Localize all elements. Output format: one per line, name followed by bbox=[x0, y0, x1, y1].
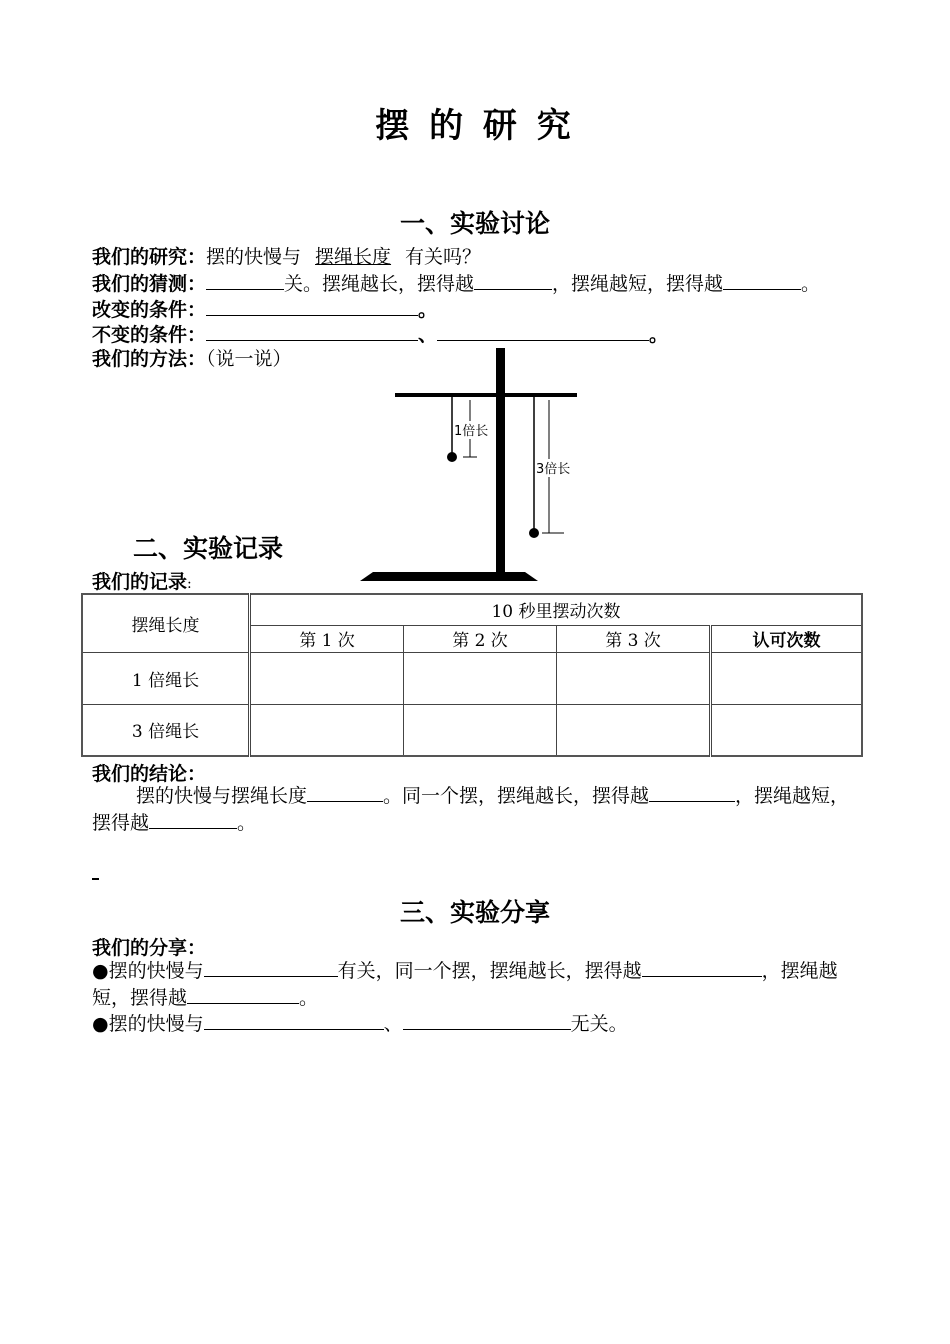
share-b1-end: 。 bbox=[299, 987, 319, 1009]
short-length-label: 1倍长 bbox=[454, 424, 489, 439]
research-pre: 摆的快慢与 bbox=[206, 246, 302, 268]
pendulum-diagram bbox=[355, 345, 595, 585]
guess-blank-2[interactable] bbox=[474, 271, 552, 290]
short-bob bbox=[447, 452, 457, 462]
research-line bbox=[92, 245, 481, 269]
header-accepted-count: 认可次数 bbox=[711, 625, 863, 652]
share-b2-text-1: ●摆的快慢与 bbox=[92, 1013, 204, 1035]
cell-3x-trial-3[interactable] bbox=[557, 704, 711, 756]
share-b1-blank-2[interactable] bbox=[642, 958, 762, 977]
stand-pole bbox=[496, 348, 505, 573]
share-bullet-1 bbox=[92, 958, 862, 1012]
long-bob bbox=[529, 528, 539, 538]
conclusion-paragraph bbox=[92, 783, 862, 837]
cell-1x-trial-1[interactable] bbox=[250, 652, 404, 704]
research-label: 我们的研究： bbox=[92, 246, 207, 268]
method-text: （说一说） bbox=[206, 348, 292, 370]
research-post: 有关吗？ bbox=[405, 246, 482, 268]
constant-blank-2[interactable] bbox=[437, 322, 649, 341]
share-b2-sep: 、 bbox=[383, 1013, 403, 1035]
share-b1-blank-3[interactable] bbox=[187, 985, 299, 1004]
header-swings-in-10s: 10 秒里摆动次数 bbox=[250, 594, 863, 625]
research-answer: 摆绳长度 bbox=[315, 246, 392, 268]
cell-1x-trial-3[interactable] bbox=[557, 652, 711, 704]
conclusion-blank-3[interactable] bbox=[149, 810, 237, 829]
guess-blank-1[interactable] bbox=[206, 271, 284, 290]
change-end: 。 bbox=[418, 299, 438, 321]
header-trial-1: 第 1 次 bbox=[250, 625, 404, 652]
guess-text-1: 关。摆绳越长，摆得越 bbox=[284, 273, 475, 295]
record-colon: : bbox=[187, 576, 192, 592]
guess-end: 。 bbox=[801, 273, 821, 295]
section-heading-record: 二、实验记录 bbox=[133, 534, 284, 563]
guess-label: 我们的猜测： bbox=[92, 273, 207, 295]
long-length-label: 3倍长 bbox=[536, 462, 571, 477]
header-rope-length: 摆绳长度 bbox=[82, 594, 250, 652]
conclusion-blank-1[interactable] bbox=[307, 783, 383, 802]
stand-base bbox=[360, 572, 538, 581]
table-row bbox=[82, 652, 862, 704]
conclusion-end: 。 bbox=[237, 812, 257, 834]
conclusion-text-2: 。同一个摆，摆绳越长，摆得越 bbox=[383, 785, 650, 807]
change-label: 改变的条件： bbox=[92, 299, 207, 321]
section-heading-share: 三、实验分享 bbox=[399, 898, 550, 927]
record-label: 我们的记录 bbox=[92, 571, 188, 593]
guess-blank-3[interactable] bbox=[723, 271, 801, 290]
share-b1-text-1: ●摆的快慢与 bbox=[92, 960, 204, 982]
share-b2-blank-2[interactable] bbox=[403, 1011, 571, 1030]
conclusion-label: 我们的结论： bbox=[92, 763, 207, 785]
change-blank[interactable] bbox=[206, 297, 418, 316]
share-bullet-2 bbox=[92, 1011, 628, 1036]
share-b2-end: 无关。 bbox=[570, 1013, 628, 1035]
share-label: 我们的分享： bbox=[92, 937, 207, 959]
guess-text-2: ，摆绳越短，摆得越 bbox=[552, 273, 724, 295]
row-label-1x: 1 倍绳长 bbox=[82, 652, 250, 704]
conclusion-text-3: ，摆绳越短，摆得越 bbox=[92, 785, 850, 834]
header-trial-2: 第 2 次 bbox=[404, 625, 557, 652]
share-b2-blank-1[interactable] bbox=[204, 1011, 384, 1030]
table-row bbox=[82, 704, 862, 756]
dash-mark bbox=[92, 878, 99, 880]
change-line bbox=[92, 297, 437, 322]
conclusion-text-1: 摆的快慢与摆绳长度 bbox=[136, 785, 308, 807]
row-label-3x: 3 倍绳长 bbox=[82, 704, 250, 756]
cell-3x-accepted[interactable] bbox=[711, 704, 863, 756]
constant-end: 。 bbox=[649, 324, 669, 346]
method-line bbox=[92, 347, 292, 371]
method-label: 我们的方法： bbox=[92, 348, 207, 370]
cell-1x-trial-2[interactable] bbox=[404, 652, 557, 704]
share-label-line bbox=[92, 936, 206, 960]
stand-crossbar bbox=[395, 393, 577, 397]
record-table bbox=[81, 593, 863, 757]
constant-sep: 、 bbox=[418, 324, 438, 346]
constant-label: 不变的条件： bbox=[92, 324, 207, 346]
cell-1x-accepted[interactable] bbox=[711, 652, 863, 704]
constant-blank-1[interactable] bbox=[206, 322, 418, 341]
header-trial-3: 第 3 次 bbox=[557, 625, 711, 652]
share-b1-text-3: ，摆绳越短，摆得越 bbox=[92, 960, 838, 1009]
share-b1-blank-1[interactable] bbox=[204, 958, 338, 977]
share-b1-text-2: 有关，同一个摆，摆绳越长，摆得越 bbox=[337, 960, 642, 982]
page-title: 摆 的 研 究 bbox=[375, 106, 575, 146]
conclusion-blank-2[interactable] bbox=[649, 783, 735, 802]
guess-line bbox=[92, 271, 820, 296]
section-heading-discussion: 一、实验讨论 bbox=[399, 209, 550, 238]
cell-3x-trial-2[interactable] bbox=[404, 704, 557, 756]
cell-3x-trial-1[interactable] bbox=[250, 704, 404, 756]
constant-line bbox=[92, 322, 668, 347]
